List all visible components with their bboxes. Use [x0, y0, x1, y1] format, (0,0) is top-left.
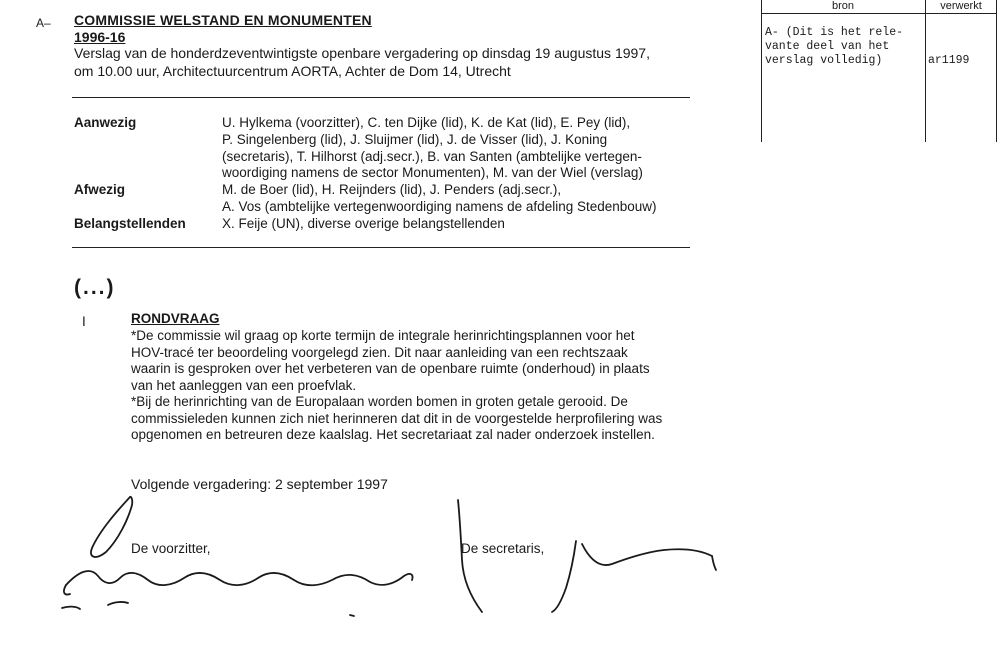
- document-year: 1996-16: [74, 29, 126, 45]
- secretary-signature-label: De secretaris,: [461, 541, 545, 556]
- absent-line: M. de Boer (lid), H. Reijnders (lid), J. Penders (adj.secr.),: [222, 182, 562, 197]
- table-note-line: verslag volledig): [765, 54, 883, 67]
- table-reference: ar1199: [928, 54, 970, 67]
- document-title: COMMISSIE WELSTAND EN MONUMENTEN: [74, 12, 372, 28]
- paragraph-line: opgenomen en betreuren deze kaalslag. Het secretariaat zal nader onderzoek instellen.: [131, 427, 655, 442]
- present-line: U. Hylkema (voorzitter), C. ten Dijke (lid), K. de Kat (lid), E. Pey (lid),: [222, 115, 631, 130]
- paragraph-line: commissieleden kunnen zich niet herinneren dat dit in de voorgestelde herprofilering was: [131, 411, 663, 426]
- table-note-line: vante deel van het: [765, 40, 890, 53]
- secretary-signature: [458, 500, 716, 612]
- table-header-source: bron: [831, 0, 855, 12]
- paragraph-line: *Bij de herinrichting van de Europalaan worden bomen in groten getale gerooid. De: [131, 394, 628, 409]
- absent-line: A. Vos (ambtelijke vertegenwoordiging namens de afdeling Stedenbouw): [222, 199, 657, 214]
- section-title: RONDVRAAG: [131, 311, 220, 326]
- present-line: P. Singelenberg (lid), J. Sluijmer (lid), J. de Visser (lid), J. Koning: [222, 132, 608, 147]
- chair-signature-label: De voorzitter,: [131, 541, 211, 556]
- divider-bottom: [72, 247, 690, 248]
- absent-label: Afwezig: [74, 182, 126, 197]
- meeting-description-line-1: Verslag van de honderdzeventwintigste openbare vergadering op dinsdag 19 augustus 1997,: [74, 45, 650, 61]
- paragraph-line: waarin is gesproken over het verbeteren van de openbare ruimte (onderhoud) in plaats: [131, 361, 650, 376]
- source-table: [761, 0, 997, 142]
- present-label: Aanwezig: [74, 115, 137, 130]
- present-line: (secretaris), T. Hilhorst (adj.secr.), B. van Santen (ambtelijke vertegen-: [222, 149, 642, 164]
- divider-top: [72, 97, 690, 98]
- table-header-processed: verwerkt: [940, 0, 982, 12]
- omission-marker: (...): [74, 276, 116, 299]
- present-line: woordiging namens de sector Monumenten), M. van der Wiel (verslag): [222, 165, 643, 180]
- table-note-line: A- (Dit is het rele-: [765, 26, 904, 39]
- table-note: [765, 26, 903, 68]
- paragraph-line: HOV-tracé ter beoordeling voorgelegd zien. Dit naar aanleiding van een rechtszaak: [131, 345, 628, 360]
- stakeholders-line: X. Feije (UN), diverse overige belangstellenden: [222, 216, 505, 231]
- margin-marker: A–: [36, 16, 51, 30]
- agenda-item-number: I: [82, 314, 86, 329]
- paragraph-line: *De commissie wil graag op korte termijn de integrale herinrichtingsplannen voor het: [131, 328, 635, 343]
- chair-signature: [62, 497, 413, 616]
- meeting-description-line-2: om 10.00 uur, Architectuurcentrum AORTA, Achter de Dom 14, Utrecht: [74, 63, 511, 79]
- next-meeting: Volgende vergadering: 2 september 1997: [131, 476, 388, 492]
- paragraph-line: van het aanleggen van een proefvlak.: [131, 378, 357, 393]
- stakeholders-label: Belangstellenden: [74, 216, 186, 231]
